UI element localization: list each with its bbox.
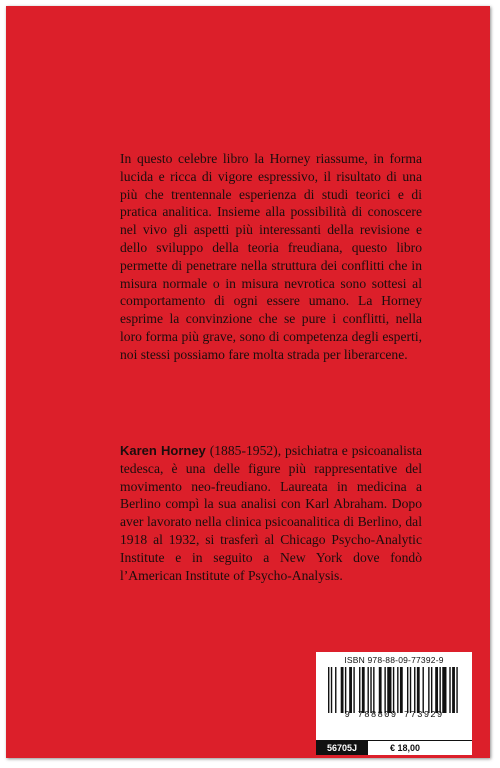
price-label: € 18,00 <box>390 743 421 753</box>
book-blurb: In questo celebre libro la Horney riassume, in forma lucida e ricca di vigore espressivo, il risultato di una più che trentennale esperienza di studi teorici e di pratica analitica. Insieme alla possibilità di conoscere nel vivo gli aspetti più interessanti della revisione e dello sviluppo della teoria freudiana, questo libro permette di penetrare nella struttura dei conflitti che in misura normale o in misura nevrotica sono sottesi al comportamento di ogni essere umano. La Horney esprime la convinzione che se pure i conflitti, nella loro forma più grave, sono di competenza degli esperti, noi stessi possiamo fare molta strada per liberarcene. <box>120 151 422 362</box>
price-strip <box>316 740 472 755</box>
back-cover <box>6 6 490 758</box>
product-code: 56705J <box>316 741 368 755</box>
barcode-digits: 9 788809 773929 <box>344 710 444 720</box>
barcode-bars <box>328 667 462 713</box>
author-name: Karen Horney <box>120 443 206 458</box>
barcode-panel <box>316 652 472 740</box>
isbn-label: ISBN 978-88-09-77392-9 <box>344 655 444 665</box>
author-bio <box>120 442 422 584</box>
author-bio-text: (1885-1952), psichiatra e psicoanalista tedesca, è una delle figure più rappresentative del movimento neo-freudiano. Laureata in medicina a Berlino compì la sua analisi con Karl Abraham. Dopo aver lavorato nella clinica psicoanalitica di Berlino, dal 1918 al 1932, si trasferì al Chicago Psycho-Analytic Institute e in seguito a New York dove fondò l’American Institute of Psycho-Analysis. <box>120 443 422 583</box>
